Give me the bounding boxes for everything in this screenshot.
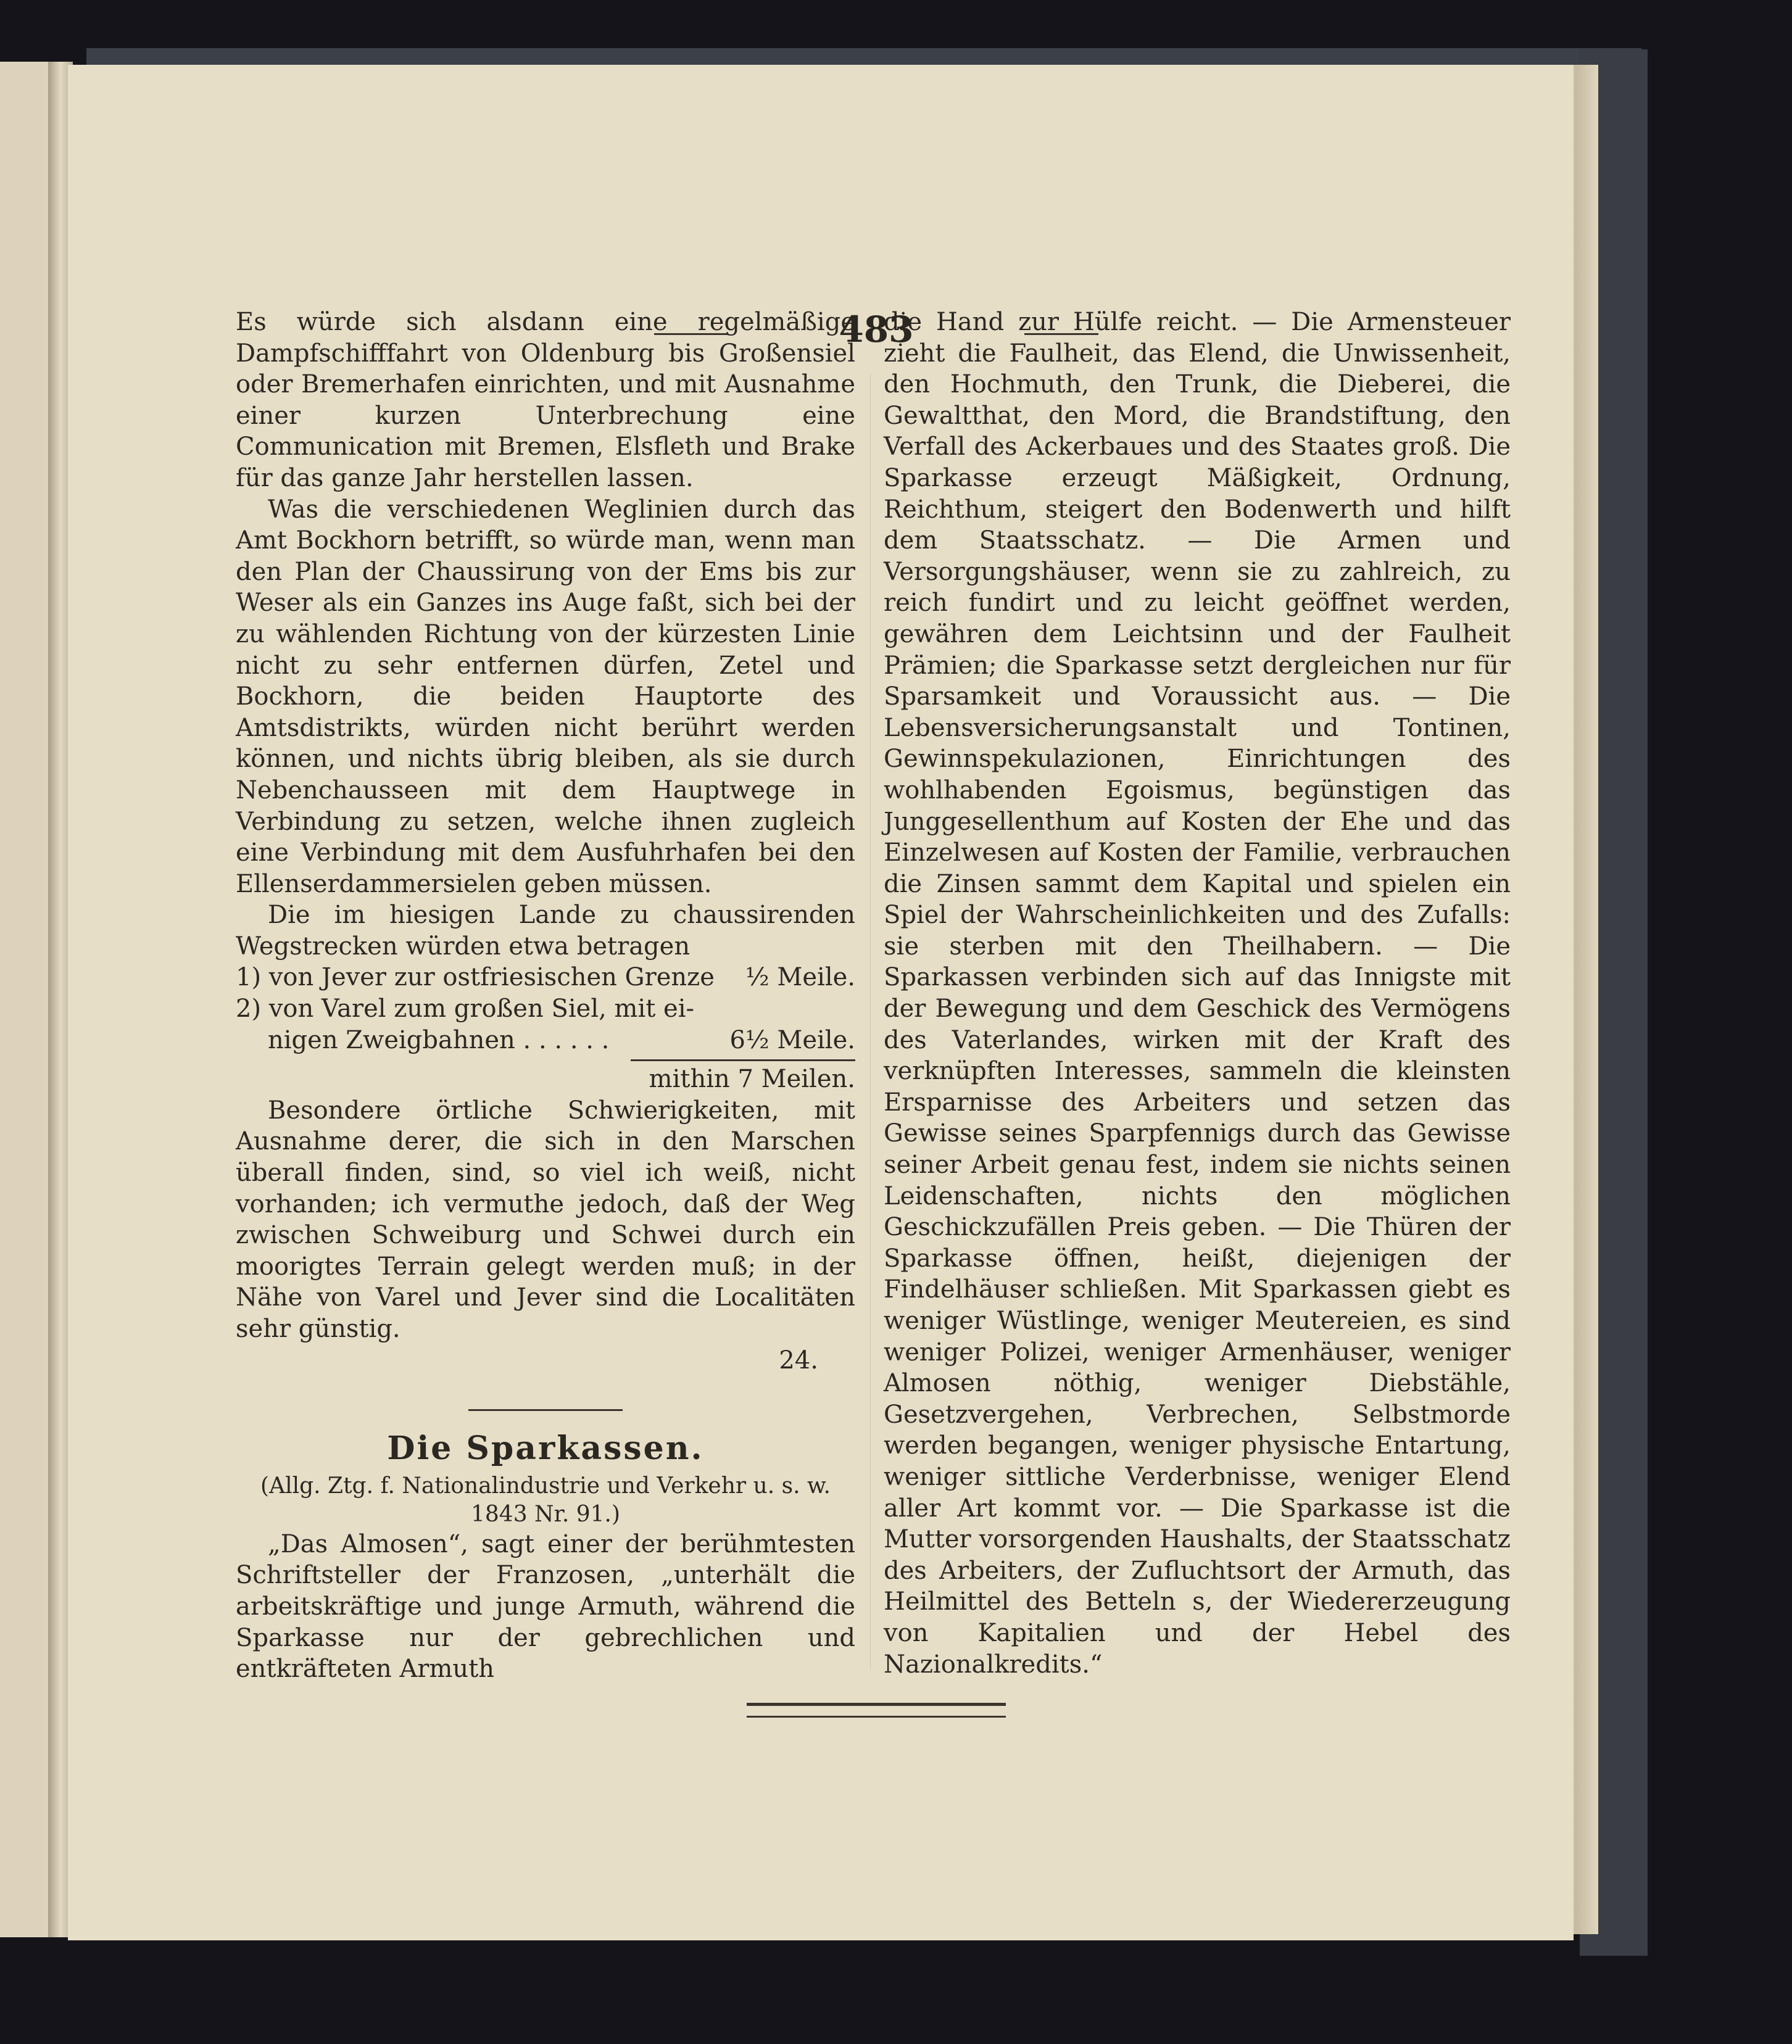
sum-line: mithin 7 Meilen. [649,1065,855,1094]
citation-line: 1843 Nr. 91.) [471,1501,620,1527]
list-item [236,993,855,1025]
list-item-amount: ½ Meile. [745,963,855,992]
paragraph: Was die verschiedenen Weglinien durch das Amt Bockhorn betrifft, so würde man, wenn man den Plan der Chaussirung von der Ems bis zur Weser als ein Ganzes ins Auge faßt, sich bei der zu wählenden Richtung von der kürzesten Linie nicht zu sehr entfernen dürfen, Zetel und Bockhorn, die beiden Hauptorte des Amtsdistrikts, würden nicht berührt werden können, und nichts übrig bleiben, als sie durch Nebenchausseen mit dem Hauptwege in Verbindung zu setzen, welche ihnen zugleich eine Verbindung mit dem Ausfuhrhafen bei den Ellenserdammersielen geben müssen. [236,495,855,898]
page-number: 483 [839,308,914,350]
paragraph: die Hand zur Hülfe reicht. — Die Armensteuer zieht die Faulheit, das Elend, die Unwissenheit, den Hochmuth, den Trunk, die Dieberei, die Gewaltthat, den Mord, die Brandstiftung, den Verfall des Ackerbaues und des Staates groß. Die Sparkasse erzeugt Mäßigkeit, Ordnung, Reichthum, steigert den Bodenwerth und hilft dem Staatsschatz. — Die Armen und Versorgungshäuser, wenn sie zu zahlreich, zu reich fundirt und zu leicht geöffnet werden, gewähren dem Leichtsinn und der Faulheit Prämien; die Sparkasse setzt dergleichen nur für Sparsamkeit und Voraussicht aus. — Die Lebensversicherungsanstalt und Tontinen, Gewinnspekulazionen, Einrichtungen des wohlhabenden Egoismus, begünstigen das Junggesellenthum auf Kosten der Ehe und das Einzelwesen auf Kosten der Familie, verbrauchen die Zinsen sammt dem Kapital und spielen ein Spiel der Wahrscheinlichkeiten und des Zufalls: sie sterben mit den Theilhabern. — Die Sparkassen verbinden sich auf das Innigste mit der Bewegung und dem Geschick des Vermögens des Vaterlandes, wirken mit der Kraft des verknüpften Interesses, sammeln die kleinsten Ersparnisse des Arbeiters und setzen das Gewisse seines Sparpfennigs durch das Gewisse seiner Arbeit genau fest, indem sie nichts seinen Leidenschaften, nichts den möglichen Geschickzufällen Preis geben. — Die Thüren der Sparkasse öffnen, heißt, diejenigen der Findelhäuser schließen. Mit Sparkassen giebt es weniger Wüstlinge, weniger Meutereien, es sind weniger Polizei, weniger Armenhäuser, weniger Almosen nöthig, weniger Diebstähle, Gesetzvergehen, Verbrechen, Selbstmorde werden begangen, weniger physische Entartung, weniger sittliche Verderbnisse, weniger Elend aller Art kommt vor. — Die Sparkasse ist die Mutter vorsorgenden Haushalts, der Staatsschatz des Arbeiters, der Zufluchtsort der Armuth, das Heilmittel des Betteln s, der Wiedererzeugung von Kapitalien und der Hebel des Nazionalkredits.“ [884,308,1511,1679]
list-item-text: nigen Zweigbahnen . . . . . . [268,1025,610,1054]
document-page [68,65,1574,1940]
paragraph: Die im hiesigen Lande zu chaussirenden Wegstrecken würden etwa betragen [236,901,855,961]
column-divider [870,373,871,1669]
paragraph: Besondere örtliche Schwierigkeiten, mit Ausnahme derer, die sich in den Marschen überall finden, sind, so viel ich weiß, nicht vorhanden; ich vermuthe jedoch, daß der Weg zwischen Schweiburg und Schwei durch ein moorigtes Terrain gelegt werden muß; in der Nähe von Varel und Jever sind die Localitäten sehr günstig. [236,1096,855,1343]
list-item-text: 2) von Varel zum großen Siel, mit ei- [236,995,695,1024]
list-item [236,1025,855,1056]
author-number: 24. [779,1346,818,1375]
list-item-amount: 6½ Meile. [729,1025,855,1054]
list-item-amount [763,993,855,1025]
right-column [884,307,1511,1680]
list-item [236,962,855,993]
paragraph: Es würde sich alsdann eine regelmäßige Dampfschifffahrt von Oldenburg bis Großensiel oder Bremerhafen einrichten, und mit Ausnahme einer kurzen Unterbrechung eine Communication mit Bremen, Elsfleth und Brake für das ganze Jahr herstellen lassen. [236,308,855,492]
section-divider [468,1409,623,1411]
list-item-text: 1) von Jever zur ostfriesischen Grenze [236,963,715,992]
end-rule [747,1703,1006,1718]
sum-rule [631,1059,855,1061]
left-column [236,307,855,1685]
article-title: Die Sparkassen. [387,1430,704,1468]
citation-line: (Allg. Ztg. f. Nationalindustrie und Verkehr u. s. w. [260,1473,831,1499]
paragraph: „Das Almosen“, sagt einer der berühmtesten Schriftsteller der Franzosen, „unterhält die arbeitskräftige und junge Armuth, während die Sparkasse nur der gebrechlichen und entkräfteten Armuth [236,1529,855,1684]
